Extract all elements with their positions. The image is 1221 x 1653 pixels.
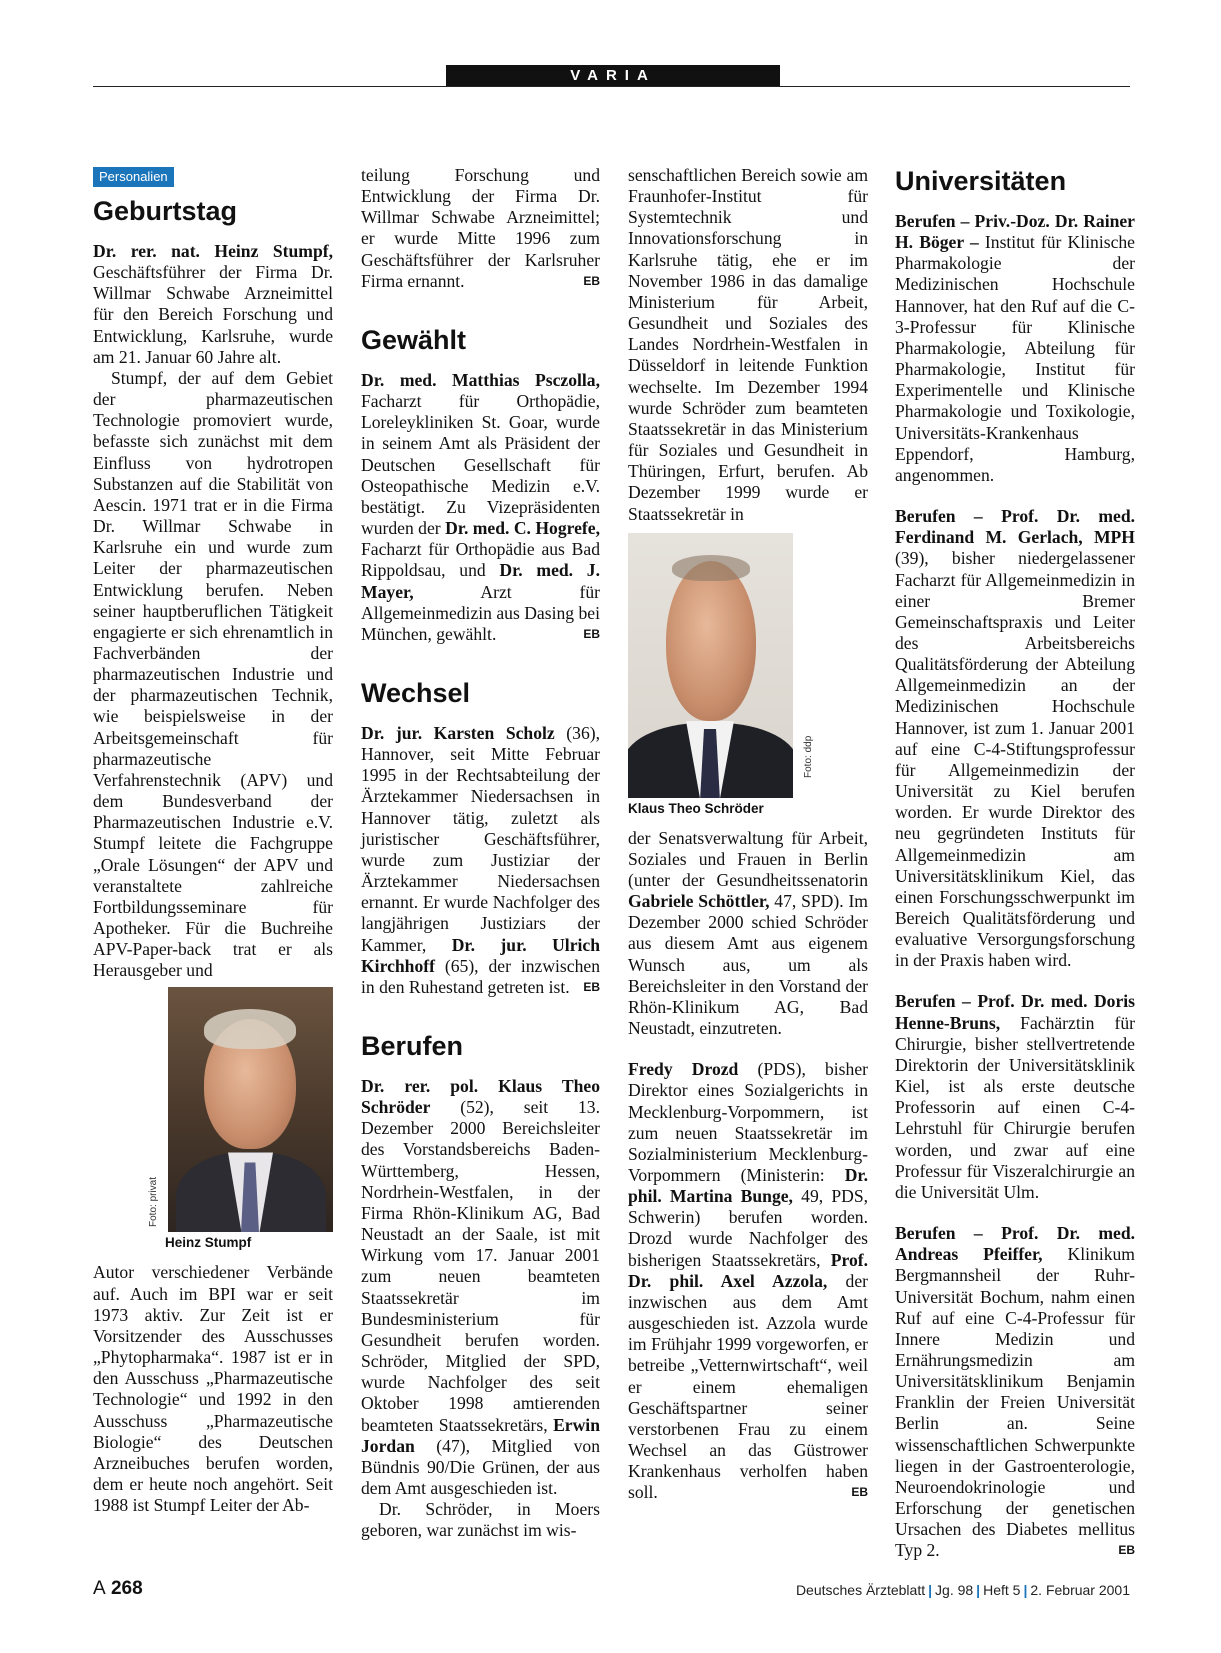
figure-heinz-stumpf xyxy=(93,987,333,1252)
paragraph: Dr. jur. Karsten Scholz (36), Hannover, seit Mitte Februar 1995 in der Rechtsabteilung der Ärztekammer Niedersachsen in Hannover tätig, zuletzt als juristischer Geschäftsführer, wurde zum Justiziar der Ärztekammer Niedersachsen ernannt. Er wurde Nachfolger des langjährigen Justiziars der Kammer, Dr. jur. Ulrich Kirchhoff (65), der inzwischen in den Ruhestand getreten ist. EB xyxy=(361,722,600,997)
journal-date: 2. Februar 2001 xyxy=(1030,1582,1130,1598)
photo-credit: Foto: privat xyxy=(148,1177,159,1228)
portrait-photo-klaus-theo-schroeder xyxy=(628,533,793,798)
paragraph: senschaftlichen Bereich sowie am Fraunhofer-Institut für Systemtechnik und Innovationsforschung in Karlsruhe tätig, ehe er im November 1986 in das damalige Ministerium für Arbeit, Gesundheit und Soziales des Landes Nordrhein-Westfalen in Düsseldorf in leitende Funktion wechselte. Im Dezember 1994 wurde Schröder zum beamteten Staatssekretär in das Ministerium für Soziales und Gesundheit in Thüringen, Erfurt, berufen. Ab Dezember 1999 wurde er Staatssekretär in xyxy=(628,165,868,524)
section-header-tab: VARIA xyxy=(446,65,780,87)
header-rule xyxy=(93,86,1130,87)
paragraph: Stumpf, der auf dem Gebiet der pharmazeutischen Technologie promoviert wurde, befasste sich zunächst mit dem Einfluss von hydrotropen Substanzen auf die Stabilität von Aescin. 1971 trat er in die Firma Dr. Willmar Schwabe in Karlsruhe ein und wurde zum Leiter der pharmazeutischen Entwicklung berufen. Neben seiner hauptberuflichen Tätigkeit engagierte er sich ehrenamtlich in Fachverbänden der pharmazeutischen Industrie und der pharmazeutischen Technik, wie beispielsweise in der Arbeitsgemeinschaft für pharmazeutische Verfahrenstechnik (APV) und dem Bundesverband der Pharmazeutischen Industrie e.V. Stumpf leitete die Fachgruppe „Orale Lösungen“ der APV und veranstaltete zahlreiche Fortbildungsseminare für Apotheker. Für die Buchreihe APV-Paper-back trat er als Herausgeber und xyxy=(93,367,333,981)
paragraph: Berufen – Priv.-Doz. Dr. Rainer H. Böger – Institut für Klinische Pharmakologie der Medizinischen Hochschule Hannover, hat den Ruf auf die C-3-Professur für Klinische Pharmakologie, Abteilung für Pharmakologie, Institut für Experimentelle und Klinische Pharmakologie und Toxikologie, Universitäts-Krankenhaus Eppendorf, Hamburg, angenommen. xyxy=(895,211,1135,485)
category-label: Personalien xyxy=(93,167,174,187)
journal-name: Deutsches Ärzteblatt xyxy=(795,1582,926,1598)
author-signature: EB xyxy=(583,273,600,288)
journal-issue: Heft 5 xyxy=(983,1582,1021,1598)
heading-wechsel: Wechsel xyxy=(361,677,471,708)
person-name: Dr. rer. nat. Heinz Stumpf, xyxy=(93,241,333,261)
paragraph: Dr. Schröder, in Moers geboren, war zunächst im wis- xyxy=(361,1499,600,1541)
author-signature: EB xyxy=(1118,1543,1135,1558)
journal-footer: Deutsches Ärzteblatt | Jg. 98 | Heft 5 | 2. Februar 2001 xyxy=(795,1582,1130,1598)
journal-volume: Jg. 98 xyxy=(935,1582,974,1598)
heading-gewaehlt: Gewählt xyxy=(361,324,467,355)
author-signature: EB xyxy=(851,1485,868,1500)
author-signature: EB xyxy=(583,979,600,994)
portrait-photo-heinz-stumpf xyxy=(168,987,333,1232)
paragraph: Berufen – Prof. Dr. med. Doris Henne-Bruns, Fachärztin für Chirurgie, bisher stellvertretende Direktorin der Universitätsklinik Kiel, ist als erste deutsche Professorin auf einen C-4-Lehrstuhl für Chirurgie berufen worden, und zwar auf eine Professur für Viszeralchirurgie an die Universität Ulm. xyxy=(895,991,1135,1202)
author-signature: EB xyxy=(583,626,600,641)
paragraph: Fredy Drozd (PDS), bisher Direktor eines Sozialgerichts in Mecklenburg-Vorpommern, ist zum neuen Staatssekretär im Sozialministerium Mecklenburg-Vorpommern (Ministerin: Dr. phil. Martina Bunge, 49, PDS, Schwerin) berufen worden. Drozd wurde Nachfolger des bisherigen Staatssekretärs, Prof. Dr. phil. Axel Azzola, der inzwischen aus dem Amt ausgeschieden ist. Azzola wurde im Frühjahr 1999 vorgeworfen, er betreibe „Vetternwirtschaft“, weil er einem ehemaligen Geschäftspartner seiner verstorbenen Frau zu einem Wechsel an das Güstrower Krankenhaus verholfen haben soll. EB xyxy=(628,1059,869,1503)
column-2 xyxy=(361,165,600,1541)
paragraph: Berufen – Prof. Dr. med. Ferdinand M. Gerlach, MPH (39), bisher niedergelassener Facharzt für Allgemeinmedizin in einer Bremer Gemeinschaftspraxis und Leiter des Arbeitsbereichs Qualitätsförderung der Abteilung Allgemeinmedizin an der Medizinischen Hochschule Hannover, ist zum 1. Januar 2001 auf eine C-4-Stiftungsprofessur für Allgemeinmedizin der Universität zu Kiel berufen worden. Er wurde Direktor des neu gegründeten Instituts für Allgemeinmedizin am Universitätsklinikum Kiel, das einen Forschungsschwerpunkt im Bereich Qualitätsförderung und evaluative Versorgungsforschung in der Praxis haben wird. xyxy=(895,506,1135,971)
paragraph: Dr. rer. pol. Klaus Theo Schröder (52), seit 13. Dezember 2000 Bereichsleiter des Vorstandsbereichs Baden-Württemberg, Hessen, Nordrhein-Westfalen, in der Firma Rhön-Klinikum AG, Bad Neustadt an der Saale, ist mit Wirkung vom 17. Januar 2001 zum neuen beamteten Staatssekretär im Bundesministerium für Gesundheit berufen worden. Schröder, Mitglied der SPD, wurde Nachfolger des seit Oktober 1998 amtierenden beamteten Staatssekretärs, Erwin Jordan (47), Mitglied von Bündnis 90/Die Grünen, der aus dem Amt ausgeschieden ist. xyxy=(361,1076,600,1498)
paragraph: Dr. med. Matthias Psczolla, Facharzt für Orthopädie, Loreleykliniken St. Goar, wurde in seinem Amt als Präsident der Deutschen Gesellschaft für Osteopathische Medizin e.V. bestätigt. Zu Vizepräsidenten wurden der Dr. med. C. Hogrefe, Facharzt für Orthopädie aus Bad Rippoldsau, und Dr. med. J. Mayer, Arzt für Allgemeinmedizin aus Dasing bei München, gewählt. EB xyxy=(361,369,600,644)
paragraph: Autor verschiedener Verbände auf. Auch im BPI war er seit 1973 aktiv. Zur Zeit ist er Vorsitzender des Ausschusses „Phytopharmaka“. 1987 ist er in den Ausschuss „Pharmazeutische Technologie“ und 1992 in den Ausschuss „Pharmazeutische Biologie“ des Deutschen Arzneibuches berufen worden, dem er heute noch angehört. Seit 1988 ist Stumpf Leiter der Ab- xyxy=(93,1262,333,1516)
column-4 xyxy=(895,165,1135,1562)
photo-credit: Foto: ddp xyxy=(803,735,814,778)
heading-universitaeten: Universitäten xyxy=(895,166,1067,196)
paragraph: Berufen – Prof. Dr. med. Andreas Pfeiffer, Klinikum Bergmannsheil der Ruhr-Universität Bochum, nahm einen Ruf auf eine C-4-Professur für Innere Medizin und Ernährungsmedizin am Universitätsklinikum Benjamin Franklin der Freien Universität Berlin an. Seine wissenschaftlichen Schwerpunkte liegen in der Gastroenterologie, Neuroendokrinologie und Erforschung der genetischen Ursachen des Diabetes mellitus Typ 2. EB xyxy=(895,1223,1135,1561)
page-number: A 268 xyxy=(93,1578,143,1599)
heading-berufen: Berufen xyxy=(361,1031,464,1061)
column-1 xyxy=(93,165,333,1516)
photo-caption: Heinz Stumpf xyxy=(165,1235,252,1251)
paragraph: Dr. rer. nat. Heinz Stumpf, Geschäftsführer der Firma Dr. Willmar Schwabe Arzneimittel für den Bereich Forschung und Entwicklung, Karlsruhe, wurde am 21. Januar 60 Jahre alt. xyxy=(93,241,333,367)
column-3 xyxy=(628,165,868,1504)
paragraph: der Senatsverwaltung für Arbeit, Soziales und Frauen in Berlin (unter der Gesundheitssenatorin Gabriele Schöttler, 47, SPD). Im Dezember 2000 schied Schröder aus diesem Amt aus eigenem Wunsch aus, um als Bereichsleiter in den Vorstand der Rhön-Klinikum AG, Bad Neustadt, einzutreten. xyxy=(628,827,868,1039)
figure-klaus-theo-schroeder xyxy=(628,533,868,818)
paragraph: teilung Forschung und Entwicklung der Firma Dr. Willmar Schwabe Arzneimittel; er wurde Mitte 1996 zum Geschäftsführer der Karlsruher Firma ernannt. EB xyxy=(361,165,600,291)
heading-geburtstag: Geburtstag xyxy=(93,196,238,226)
photo-caption: Klaus Theo Schröder xyxy=(628,800,764,816)
